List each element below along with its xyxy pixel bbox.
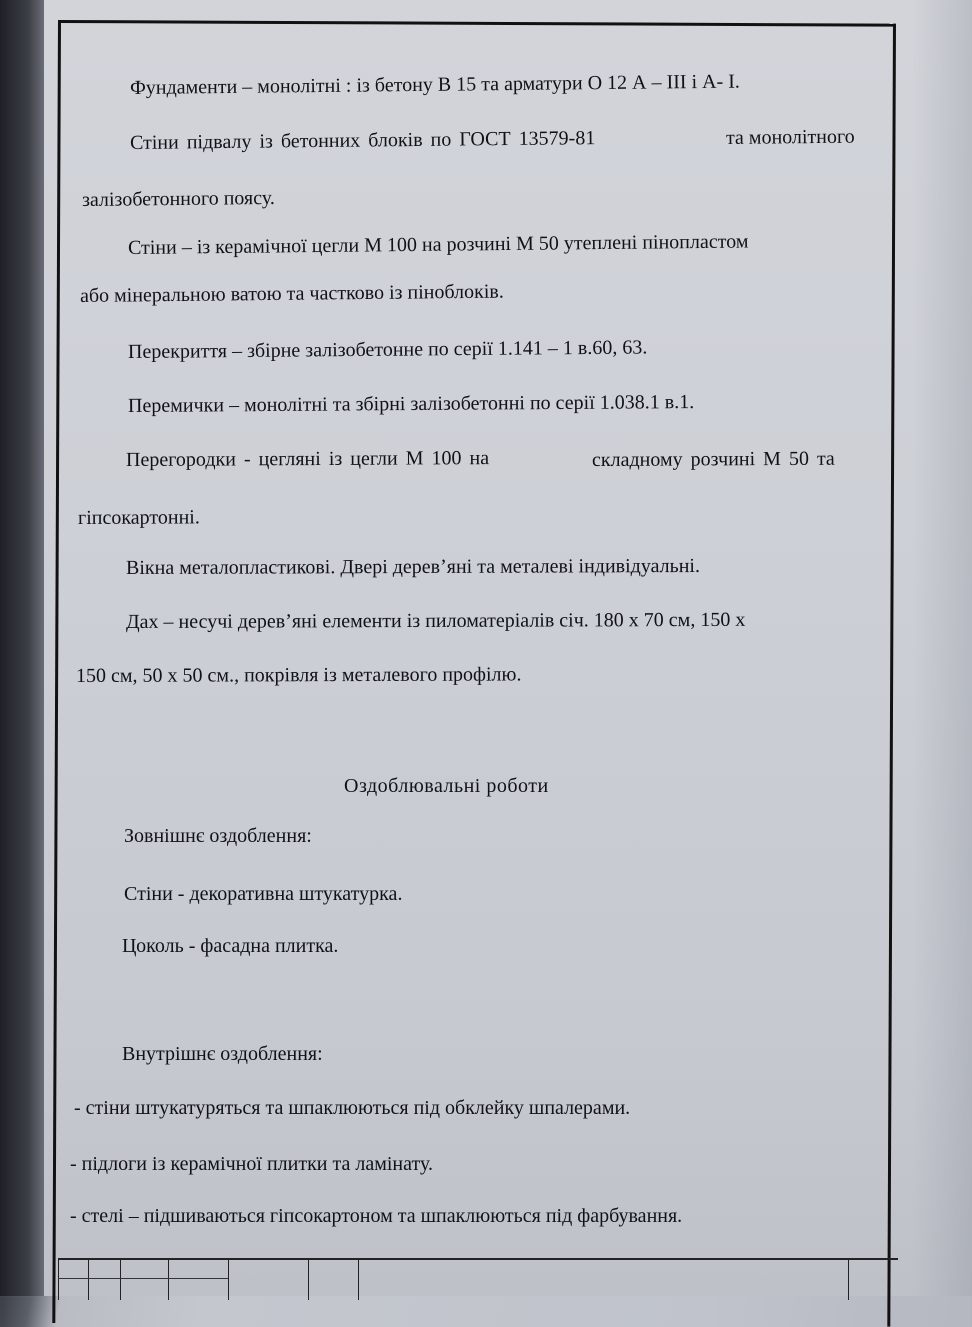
exterior-item-plinth: Цоколь - фасадна плитка. — [122, 935, 339, 957]
paragraph-walls-line2: або мінеральною ватою та частково із піноблоків. — [79, 280, 504, 307]
exterior-item-walls: Стіни - декоративна штукатурка. — [124, 883, 403, 905]
stamp-column — [88, 1260, 89, 1300]
stamp-column — [358, 1260, 359, 1300]
stamp-row — [58, 1278, 228, 1279]
paragraph-partitions-line2: гіпсокартонні. — [77, 506, 200, 529]
title-block-stamp — [58, 1258, 898, 1300]
section-title-finishing: Оздоблювальні роботи — [344, 775, 549, 797]
paragraph-walls-line1: Стіни – із керамічної цегли М 100 на розчині М 50 утеплені пінопластом — [127, 230, 749, 259]
paragraph-floors: Перекриття – збірне залізобетонне по серії 1.141 – 1 в.60, 63. — [127, 336, 648, 363]
paragraph-roof-line1: Дах – несучі дерев’яні елементи із пиломатеріалів січ. 180 х 70 см, 150 х — [125, 608, 746, 633]
interior-item-ceilings: - стелі – підшиваються гіпсокартоном та шпаклюються під фарбування. — [70, 1205, 683, 1227]
paragraph-basement-walls-line2: залізобетонного поясу. — [81, 186, 275, 211]
exterior-finishing-heading: Зовнішнє оздоблення: — [124, 825, 312, 847]
paragraph-windows-doors: Вікна металопластикові. Двері дерев’яні та металеві індивідуальні. — [125, 554, 701, 579]
interior-finishing-heading: Внутрішнє оздоблення: — [122, 1043, 323, 1065]
stamp-column — [308, 1260, 309, 1300]
stamp-column — [848, 1260, 849, 1300]
paragraph-basement-walls-line1-end: та монолітного — [725, 125, 855, 149]
paragraph-lintels: Перемички – монолітні та збірні залізобетонні по серії 1.038.1 в.1. — [127, 391, 695, 417]
paragraph-partitions-line1: Перегородки - цегляні із цегли М 100 на — [125, 447, 490, 471]
interior-item-floors: - підлоги із керамічної плитки та ламінату. — [70, 1153, 433, 1175]
paragraph-partitions-line1-end: складному розчині М 50 та — [591, 447, 835, 471]
paragraph-foundations: Фундаменти – монолітні : із бетону В 15 та арматури О 12 А – ІІІ і А- І. — [129, 70, 740, 99]
stamp-column — [168, 1260, 169, 1300]
stamp-column — [58, 1260, 59, 1300]
stamp-column — [120, 1260, 121, 1300]
paragraph-roof-line2: 150 см, 50 х 50 см., покрівля із металевого профілю. — [75, 663, 522, 687]
stamp-column — [228, 1260, 229, 1300]
interior-item-walls: - стіни штукатуряться та шпаклюються під обклейку шпалерами. — [74, 1097, 631, 1119]
paragraph-basement-walls-line1: Стіни підвалу із бетонних блоків по ГОСТ 13579-81 — [129, 127, 596, 154]
